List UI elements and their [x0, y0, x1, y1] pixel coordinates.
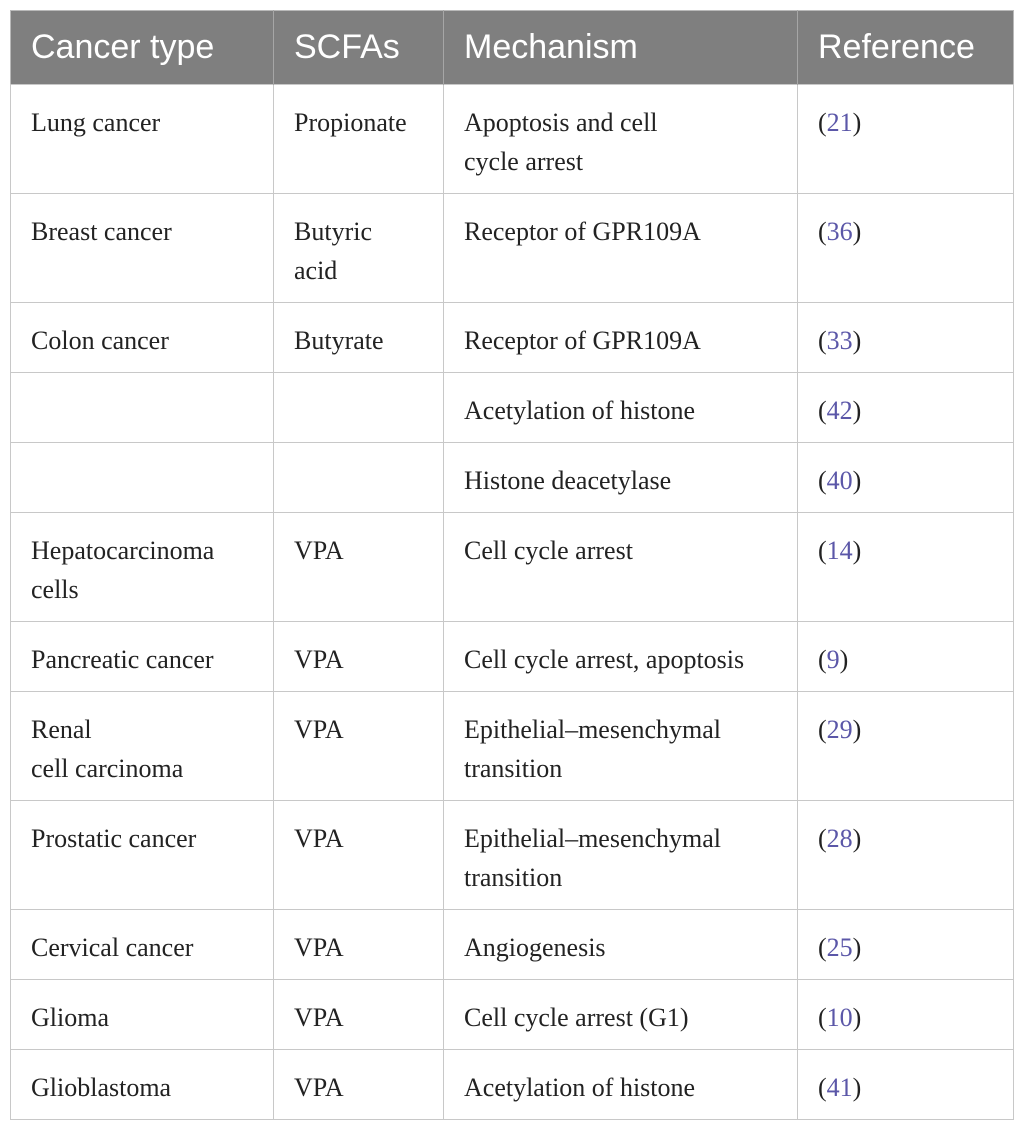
- table-row: [11, 692, 1014, 801]
- cell-reference: (40): [798, 443, 1014, 513]
- header-reference: Reference: [818, 28, 975, 66]
- reference-link[interactable]: 14: [826, 536, 853, 565]
- cell-reference: (36): [798, 194, 1014, 303]
- cell-scfa: [274, 373, 444, 443]
- reference-link[interactable]: 40: [826, 466, 853, 495]
- reference-link[interactable]: 28: [826, 824, 853, 853]
- cell-cancer-type: [11, 373, 274, 443]
- header-scfas: SCFAs: [274, 11, 444, 85]
- header-mechanism: Mechanism: [444, 11, 798, 85]
- cell-cancer-type: Breast cancer: [11, 194, 274, 303]
- cell-scfa: Butyrate: [274, 303, 444, 373]
- cell-reference: (33): [798, 303, 1014, 373]
- cell-mechanism: Apoptosis and cell cycle arrest: [444, 85, 798, 194]
- cell-reference: (9): [798, 622, 1014, 692]
- table-row: [11, 443, 1014, 513]
- reference-link[interactable]: 21: [826, 108, 853, 137]
- cell-scfa: VPA: [274, 622, 444, 692]
- table-row: [11, 373, 1014, 443]
- table-row: [11, 1050, 1014, 1120]
- cell-cancer-type: Glioma: [11, 980, 274, 1050]
- table-row: [11, 303, 1014, 373]
- cell-reference: (10): [798, 980, 1014, 1050]
- table-header-row: [11, 11, 1014, 85]
- cell-mechanism: Acetylation of histone: [444, 1050, 798, 1120]
- reference-link[interactable]: 9: [826, 645, 840, 674]
- reference-link[interactable]: 42: [826, 396, 853, 425]
- table-row: [11, 194, 1014, 303]
- cell-scfa: VPA: [274, 801, 444, 910]
- cell-scfa: VPA: [274, 980, 444, 1050]
- cell-reference: (42): [798, 373, 1014, 443]
- cell-cancer-type: Hepatocarcinoma cells: [11, 513, 274, 622]
- cell-reference: (25): [798, 910, 1014, 980]
- cell-mechanism: Histone deacetylase: [444, 443, 798, 513]
- cell-mechanism: Cell cycle arrest, apoptosis: [444, 622, 798, 692]
- table-row: [11, 801, 1014, 910]
- cell-scfa: Propionate: [274, 85, 444, 194]
- reference-link[interactable]: 36: [826, 217, 853, 246]
- cell-reference: (21): [798, 85, 1014, 194]
- reference-link[interactable]: 33: [826, 326, 853, 355]
- cell-cancer-type: Prostatic cancer: [11, 801, 274, 910]
- cell-mechanism: Angiogenesis: [444, 910, 798, 980]
- cell-cancer-type: Pancreatic cancer: [11, 622, 274, 692]
- cell-reference: (29): [798, 692, 1014, 801]
- table-row: [11, 910, 1014, 980]
- cell-mechanism: Acetylation of histone: [444, 373, 798, 443]
- header-cancer-type: Cancer type: [11, 11, 274, 85]
- cell-mechanism: Epithelial–mesenchymal transition: [444, 692, 798, 801]
- cell-mechanism: Receptor of GPR109A: [444, 194, 798, 303]
- table-row: [11, 85, 1014, 194]
- cell-reference: (14): [798, 513, 1014, 622]
- reference-link[interactable]: 10: [826, 1003, 853, 1032]
- cell-scfa: VPA: [274, 910, 444, 980]
- table-row: [11, 622, 1014, 692]
- table-row: [11, 513, 1014, 622]
- scfa-cancer-table: [10, 10, 1014, 1120]
- cell-scfa: [274, 443, 444, 513]
- cell-scfa: VPA: [274, 1050, 444, 1120]
- table-row: [11, 980, 1014, 1050]
- cell-mechanism: Cell cycle arrest: [444, 513, 798, 622]
- cell-reference: (28): [798, 801, 1014, 910]
- cell-mechanism: Receptor of GPR109A: [444, 303, 798, 373]
- cell-cancer-type: Glioblastoma: [11, 1050, 274, 1120]
- cell-cancer-type: Colon cancer: [11, 303, 274, 373]
- cell-mechanism: Cell cycle arrest (G1): [444, 980, 798, 1050]
- cell-scfa: Butyric acid: [274, 194, 444, 303]
- cell-cancer-type: [11, 443, 274, 513]
- cell-cancer-type: Lung cancer: [11, 85, 274, 194]
- reference-link[interactable]: 25: [826, 933, 853, 962]
- cell-scfa: VPA: [274, 513, 444, 622]
- reference-link[interactable]: 29: [826, 715, 853, 744]
- cell-scfa: VPA: [274, 692, 444, 801]
- cell-cancer-type: Cervical cancer: [11, 910, 274, 980]
- cell-mechanism: Epithelial–mesenchymal transition: [444, 801, 798, 910]
- cell-cancer-type: Renal cell carcinoma: [11, 692, 274, 801]
- reference-link[interactable]: 41: [826, 1073, 853, 1102]
- cell-reference: (41): [798, 1050, 1014, 1120]
